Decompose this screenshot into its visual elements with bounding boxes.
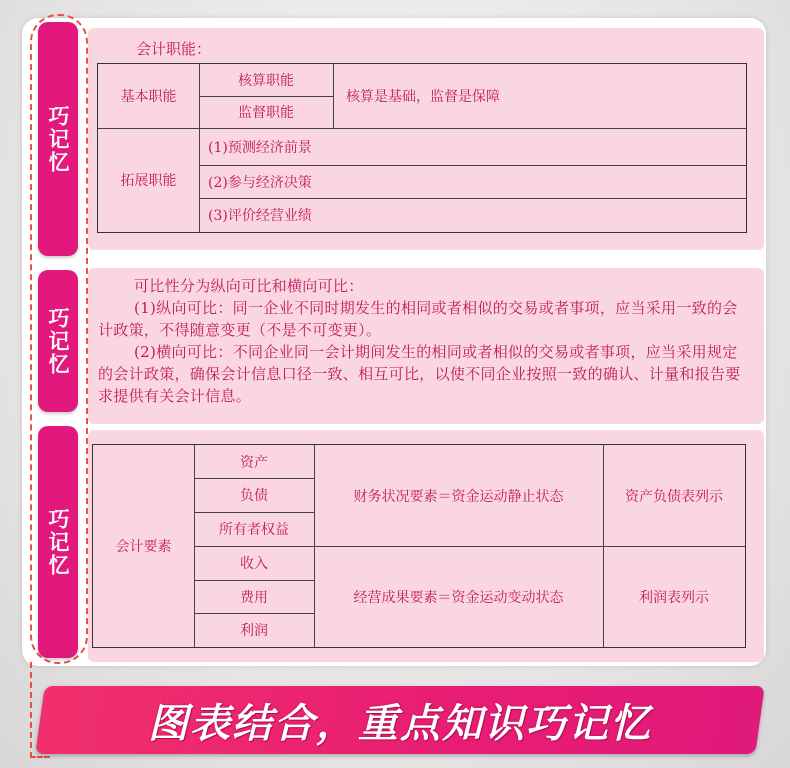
financial-position-formula: 财务状况要素＝资金运动静止状态: [353, 488, 564, 505]
balance-sheet-report: 资产负债表列示: [625, 488, 723, 505]
income-statement-report: 利润表列示: [639, 589, 709, 606]
basic-functions-note: 核算是基础，监督是保障: [346, 89, 500, 105]
elements-table: [92, 444, 746, 648]
extended-item-2: (2)参与经济决策: [208, 174, 312, 191]
banner-title: 图表结合，重点知识巧记忆: [148, 700, 652, 747]
comparability-intro: 可比性分为纵向可比和横向可比：: [134, 277, 364, 295]
section1-intro: 会计职能：: [136, 40, 212, 58]
element-assets: 资产: [240, 454, 268, 471]
extended-item-3: (3)评价经营业绩: [208, 208, 312, 224]
tab-memory-1: 巧记忆: [38, 22, 78, 256]
operating-results-formula: 经营成果要素＝资金运动变动状态: [353, 589, 564, 606]
element-liabilities: 负债: [240, 488, 268, 504]
function-supervision: 监督职能: [238, 105, 294, 121]
functions-table: [97, 63, 747, 233]
tab-memory-3: 巧记忆: [38, 426, 78, 658]
elements-label: 会计要素: [115, 539, 172, 555]
element-profit: 利润: [240, 623, 268, 639]
tab-memory-2: 巧记忆: [38, 270, 78, 412]
function-accounting: 核算职能: [238, 73, 294, 89]
element-expenses: 费用: [240, 589, 268, 606]
comparability-vertical: (1)纵向可比：同一企业不同时期发生的相同或者相似的交易或者事项，应当采用一致的会计政策，不得随意变更（不是不可变更）。: [98, 299, 738, 339]
element-revenue: 收入: [240, 556, 268, 572]
comparability-horizontal: (2)横向可比：不同企业同一会计期间发生的相同或者相似的交易或者事项，应当采用规定的会计政策，确保会计信息口径一致、相互可比，以使不同企业按照一致的确认、计量和报告要求提供有关会计信息。: [98, 343, 741, 405]
extended-functions-label: 拓展职能: [120, 173, 177, 189]
extended-item-1: (1)预测经济前景: [208, 139, 312, 156]
element-equity: 所有者权益: [219, 522, 289, 538]
basic-functions-label: 基本职能: [120, 89, 177, 105]
